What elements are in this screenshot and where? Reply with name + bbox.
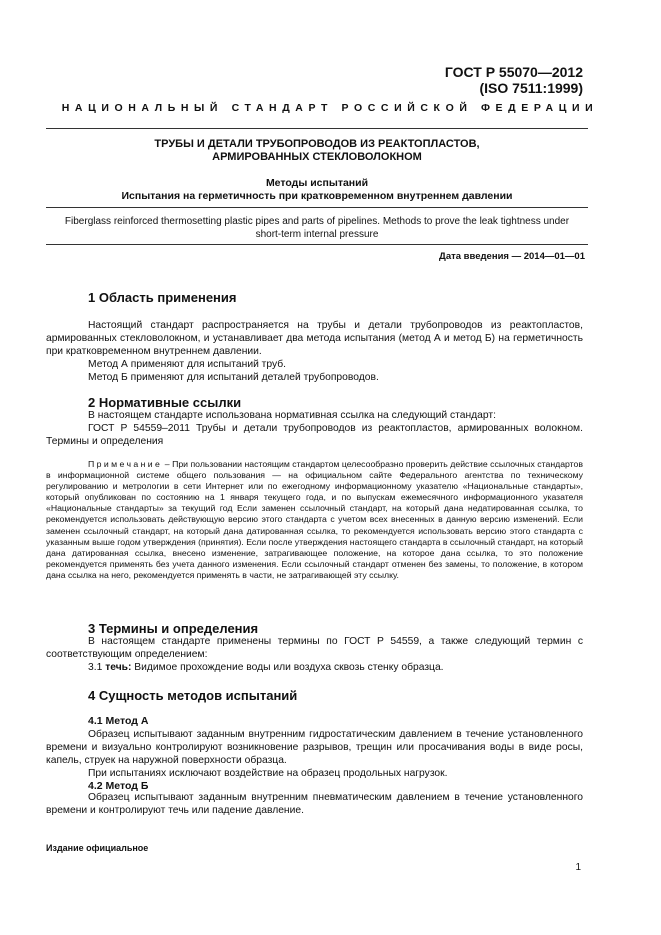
paragraph: ГОСТ Р 54559–2011 Трубы и детали трубопроводов из реактопластов, армированных волокном. Термины и определения (46, 423, 583, 447)
subsection-heading: 4.2 Метод Б (88, 780, 149, 792)
paragraph: При испытаниях исключают воздействие на образец продольных нагрузок. (88, 768, 448, 779)
term: течь: (105, 662, 132, 673)
paragraph: Настоящий стандарт распространяется на трубы и детали трубопроводов из реактопластов, армированных стекловолокном, и устанавливает два метода испытания (метод А и метод Б) на герметичность при кратковременном внутреннем давлении. (46, 320, 583, 357)
iso-number: (ISO 7511:1999) (479, 80, 583, 96)
edition-label: Издание официальное (46, 843, 149, 853)
section-body (46, 728, 583, 780)
section-heading: 4 Сущность методов испытаний (88, 688, 298, 703)
section-body (46, 635, 583, 674)
subsection-heading: 4.1 Метод А (88, 715, 149, 727)
english-title (46, 215, 588, 241)
document-subtitle (46, 177, 588, 203)
paragraph: В настоящем стандарте применены термины по ГОСТ Р 54559, а также следующий термин с соответствующим определением: (46, 636, 583, 660)
term-number: 3.1 (88, 662, 106, 673)
section-heading: 1 Область применения (88, 290, 237, 305)
paragraph: Образец испытывают заданным внутренним пневматическим давлением в течение установленного времени и контролируют течь или падение давление. (46, 792, 583, 816)
paragraph: В настоящем стандарте использована нормативная ссылка на следующий стандарт: (88, 410, 496, 421)
section-body (46, 409, 583, 448)
title-line: АРМИРОВАННЫХ СТЕКЛОВОЛОКНОМ (212, 151, 422, 163)
note-text: – При пользовании настоящим стандартом целесообразно проверить действие ссылочных стандартов в информационной системе общего пользования — на официальном сайте Федерального агентства по техническому регулированию и метрологии в сети Интернет или по ежегодному информационному указателю «Национальные стандарты», который опубликован по состоянию на 1 января текущего года, и по выпускам ежемесячного информационного указателя «Национальные стандарты» за текущий год Если заменен ссылочный стандарт, на который дана недатированная ссылка, то рекомендуется использовать действующую версию этого стандарта с учетом всех внесенных в данную версию изменений. Если заменен ссылочный стандарт, на который дана датированная ссылка, то рекомендуется использовать версию этого стандарта с указанным выше годом утверждения (принятия). Если после утверждения настоящего стандарта в ссылочный стандарт, на который дана датированная ссылка, внесено изменение, затрагивающее положение, на которое дана ссылка, то это положение рекомендуется применять без учета данного изменения. Если ссылочный стандарт отменен без замены, то положение, в котором дана ссылка на него, рекомендуется применять в части, не затрагивающей эту ссылку. (46, 459, 583, 580)
introduction-date: Дата введения — 2014—01—01 (439, 251, 585, 262)
divider (46, 244, 588, 245)
section-body (46, 319, 583, 384)
divider (46, 207, 588, 208)
note (46, 459, 583, 581)
title-line: ТРУБЫ И ДЕТАЛИ ТРУБОПРОВОДОВ ИЗ РЕАКТОПЛАСТОВ, (154, 138, 480, 150)
term-definition (46, 661, 583, 674)
national-standard-banner: НАЦИОНАЛЬНЫЙ СТАНДАРТ РОССИЙСКОЙ ФЕДЕРАЦИИ (61, 102, 599, 114)
standard-designation (445, 64, 583, 96)
page-number: 1 (575, 862, 581, 873)
paragraph: Образец испытывают заданным внутренним гидростатическим давлением в течение установленного времени и визуально контролируют возникновение разрывов, трещин или просачивания воды в виде росы, капель, струек на наружной поверхности образца. (46, 729, 583, 766)
standard-number: ГОСТ Р 55070—2012 (444, 64, 583, 80)
divider (46, 128, 588, 129)
section-heading: 3 Термины и определения (88, 621, 259, 636)
english-title-line: short-term internal pressure (255, 229, 379, 240)
english-title-line: Fiberglass reinforced thermosetting plastic pipes and parts of pipelines. Methods to prove the leak tightness under (64, 216, 570, 227)
subtitle-line: Испытания на герметичность при кратковременном внутреннем давлении (121, 190, 513, 202)
term-text: Видимое прохождение воды или воздуха сквозь стенку образца. (131, 662, 444, 673)
subtitle-line: Методы испытаний (265, 177, 369, 189)
note-label: Примечание (88, 459, 163, 469)
section-heading: 2 Нормативные ссылки (88, 395, 242, 410)
section-body (46, 791, 583, 817)
document-title (46, 138, 588, 164)
paragraph: Метод Б применяют для испытаний деталей трубопроводов. (88, 372, 379, 383)
paragraph: Метод А применяют для испытаний труб. (88, 359, 287, 370)
